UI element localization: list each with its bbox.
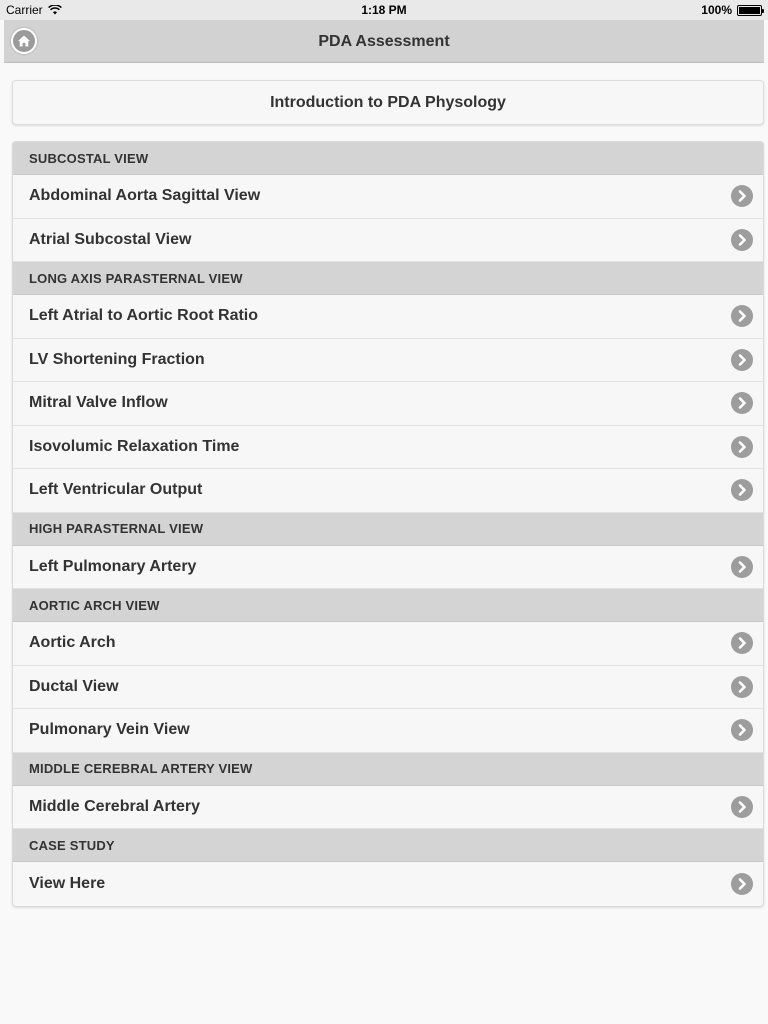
list-item-label: Left Pulmonary Artery: [29, 557, 197, 575]
chevron-right-icon: [731, 305, 753, 327]
chevron-right-icon: [731, 185, 753, 207]
chevron-right-icon: [731, 632, 753, 654]
list-item-label: Atrial Subcostal View: [29, 230, 192, 248]
list-item-label: LV Shortening Fraction: [29, 350, 205, 368]
list-item[interactable]: [13, 622, 763, 666]
list-item[interactable]: [13, 219, 763, 263]
status-bar: [0, 0, 768, 20]
chevron-right-icon: [731, 479, 753, 501]
list-item[interactable]: [13, 786, 763, 830]
chevron-right-icon: [731, 873, 753, 895]
list-item[interactable]: [13, 175, 763, 219]
chevron-right-icon: [731, 436, 753, 458]
list-item[interactable]: [13, 339, 763, 383]
chevron-right-icon: [731, 229, 753, 251]
section-divider: CASE STUDY: [13, 829, 763, 862]
chevron-right-icon: [731, 719, 753, 741]
list-item-label: Isovolumic Relaxation Time: [29, 437, 240, 455]
intro-button[interactable]: Introduction to PDA Physology: [12, 80, 764, 125]
list-item[interactable]: [13, 382, 763, 426]
list-item[interactable]: [13, 666, 763, 710]
list-item-label: Pulmonary Vein View: [29, 721, 190, 739]
list-item[interactable]: [13, 469, 763, 513]
section-divider: MIDDLE CEREBRAL ARTERY VIEW: [13, 753, 763, 786]
list-item[interactable]: [13, 546, 763, 590]
section-divider: LONG AXIS PARASTERNAL VIEW: [13, 262, 763, 295]
section-divider: SUBCOSTAL VIEW: [13, 142, 763, 175]
nav-header: [4, 20, 764, 63]
list-item-label: Aortic Arch: [29, 634, 116, 652]
list-item-label: Left Ventricular Output: [29, 481, 203, 499]
battery-info: [701, 3, 762, 17]
list-item[interactable]: [13, 295, 763, 339]
section-divider: HIGH PARASTERNAL VIEW: [13, 513, 763, 546]
list-item[interactable]: [13, 862, 763, 906]
carrier-label: Carrier: [6, 3, 43, 17]
main-content: [4, 64, 764, 1024]
section-divider: AORTIC ARCH VIEW: [13, 589, 763, 622]
chevron-right-icon: [731, 392, 753, 414]
page-title: PDA Assessment: [318, 33, 450, 50]
list-item-label: Abdominal Aorta Sagittal View: [29, 187, 261, 205]
chevron-right-icon: [731, 796, 753, 818]
list-item-label: Mitral Valve Inflow: [29, 394, 168, 412]
section-list: [12, 141, 764, 907]
list-item-label: Ductal View: [29, 677, 119, 695]
chevron-right-icon: [731, 556, 753, 578]
list-item[interactable]: [13, 426, 763, 470]
chevron-right-icon: [731, 676, 753, 698]
status-time: 1:18 PM: [361, 3, 407, 17]
battery-percent: 100%: [701, 3, 732, 17]
chevron-right-icon: [731, 349, 753, 371]
battery-icon: [737, 5, 762, 16]
list-item-label: View Here: [29, 874, 106, 892]
list-item[interactable]: [13, 709, 763, 753]
list-item-label: Left Atrial to Aortic Root Ratio: [29, 307, 259, 325]
list-item-label: Middle Cerebral Artery: [29, 797, 201, 815]
